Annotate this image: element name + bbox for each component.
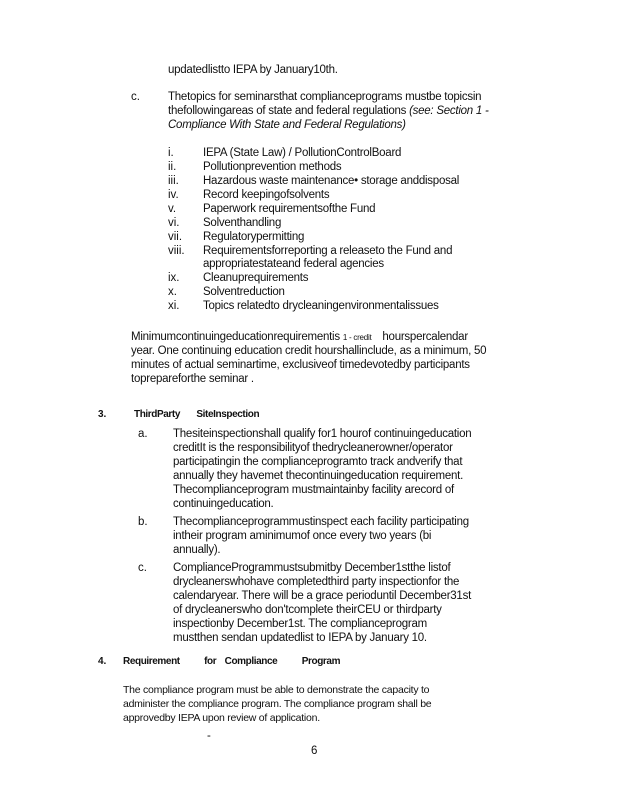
topic-number: x.: [168, 286, 177, 298]
topic-text: Pollutionprevention methods: [203, 161, 342, 173]
continued-text-line: updatedlistto IEPA by January10th.: [168, 64, 338, 76]
section-3-item-a-line: creditIt is the responsibilityof thedrycleanerowner/operator: [173, 442, 453, 454]
topic-number: ii.: [168, 161, 177, 173]
topic-text: IEPA (State Law) / PollutionControlBoard: [203, 147, 402, 159]
section-3-item-a-line: participatingin the complianceprogramto track andverify that: [173, 456, 463, 468]
min-ce-line-1: [131, 331, 468, 343]
topic-number: v.: [168, 203, 177, 215]
topic-text: Topics relatedto drycleaningenvironmentalissues: [203, 300, 439, 312]
section-4-line: approvedby IEPA upon review of application.: [123, 712, 320, 724]
section-3-item-letter: a.: [138, 428, 148, 440]
section-3-number: 3.: [98, 409, 107, 420]
section-3-item-c-line: mustthen sendan updatedlist to IEPA by January 10.: [173, 632, 427, 644]
section-3-item-c-line: of drycleanerswho don'tcomplete theirCEU or thirdparty: [173, 604, 442, 616]
section-4-title: [123, 656, 340, 667]
topic-number: ix.: [168, 272, 180, 284]
section-3-item-a-line: continuingeducation.: [173, 498, 274, 510]
section-3-item-b-line: intheir program aminimumof once every two years (bi: [173, 530, 432, 542]
min-ce-line-1-end: hourspercalendar: [382, 331, 468, 343]
section-3-item-c-line: inspectionby December1st. The complianceprogram: [173, 618, 427, 630]
min-ce-line-4: toprepareforthe seminar .: [131, 373, 254, 385]
topic-text: Solventreduction: [203, 286, 285, 298]
section-4-line: administer the compliance program. The compliance program shall be: [123, 698, 432, 710]
section-3-title: [134, 409, 259, 420]
min-ce-line-2: year. One continuing education credit hourshallinclude, as a minimum, 50: [131, 345, 487, 357]
item-c-line-1: Thetopics for seminarsthat complianceprograms mustbe topicsin: [168, 91, 482, 103]
min-ce-line-1-start: Minimumcontinuingeducationrequirementis: [131, 331, 340, 343]
topic-number: iii.: [168, 175, 179, 187]
section-4-number: 4.: [98, 656, 107, 667]
topic-number: vii.: [168, 231, 183, 243]
topic-text: Record keepingofsolvents: [203, 189, 330, 201]
topic-number: viii.: [168, 245, 185, 257]
section-3-item-a-line: Thecomplianceprogram mustmaintainby facility arecord of: [173, 484, 454, 496]
item-c-line-2-text: thefollowingareas of state and federal regulations: [168, 105, 407, 117]
section-3-item-a-line: Thesiteinspectionshall qualify for1 hourof continuingeducation: [173, 428, 472, 440]
topic-number: iv.: [168, 189, 179, 201]
topic-text: Paperwork requirementsofthe Fund: [203, 203, 376, 215]
item-c-line-3: Compliance With State and Federal Regulations): [168, 119, 406, 131]
section-3-item-b-line: Thecomplianceprogrammustinspect each facility participating: [173, 516, 469, 528]
min-ce-credit: 1 - credit: [342, 333, 372, 342]
item-c-section-reference: (see: Section 1 -: [409, 105, 489, 117]
topic-text: Regulatorypermitting: [203, 231, 305, 243]
section-4-line: The compliance program must be able to demonstrate the capacity to: [123, 684, 430, 696]
topic-text-continued: appropriatestateand federal agencies: [203, 258, 384, 270]
section-3-title-part: ThirdParty: [134, 409, 181, 420]
topic-text: Requirementsforreporting a releaseto the Fund and: [203, 245, 453, 257]
section-4-title-part: Program: [301, 656, 341, 667]
section-4-title-part: for: [204, 656, 217, 667]
item-c-line-2: [168, 105, 489, 117]
section-3-item-c-line: drycleanerswhohave completedthird party inspectionfor the: [173, 576, 460, 588]
stray-dash: -: [207, 730, 211, 742]
section-3-item-a-line: annually they havemet thecontinuingeducation requirement.: [173, 470, 464, 482]
section-3-item-letter: c.: [138, 562, 147, 574]
section-4-title-part: Requirement: [123, 656, 180, 667]
section-3-item-b-line: annually).: [173, 544, 221, 556]
topic-text: Solventhandling: [203, 217, 282, 229]
section-4-title-part: Compliance: [224, 656, 278, 667]
topic-text: Hazardous waste maintenance• storage anddisposal: [203, 175, 460, 187]
section-3-item-letter: b.: [138, 516, 148, 528]
section-3-item-c-line: ComplianceProgrammustsubmitby December1stthe listof: [173, 562, 451, 574]
min-ce-line-3: minutes of actual seminartime, exclusiveof timedevotedby participants: [131, 359, 470, 371]
topic-number: vi.: [168, 217, 180, 229]
section-3-item-c-line: calendaryear. There will be a grace perioduntil December31st: [173, 590, 472, 602]
topic-number: i.: [168, 147, 174, 159]
topic-text: Cleanuprequirements: [203, 272, 309, 284]
topic-number: xi.: [168, 300, 180, 312]
section-3-title-part: SiteInspection: [196, 409, 260, 420]
item-c-letter: c.: [131, 91, 140, 103]
page-number: 6: [311, 745, 318, 757]
